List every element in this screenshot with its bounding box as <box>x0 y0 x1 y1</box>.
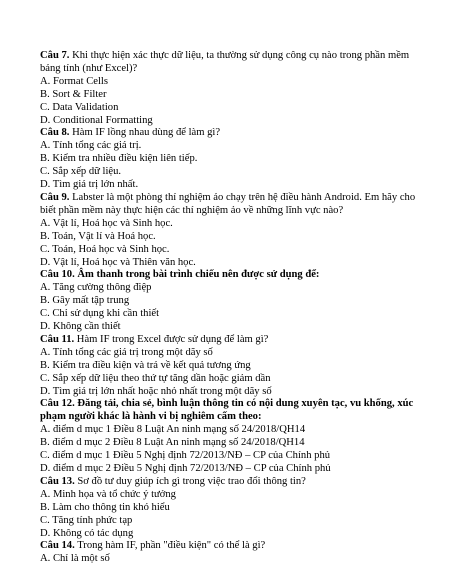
answer-option: D. điểm d mục 2 Điều 5 Nghị định 72/2013/NĐ – CP của Chính phủ <box>40 463 331 474</box>
answer-option: B. điểm d mục 2 Điều 8 Luật An ninh mạng số 24/2018/QH14 <box>40 437 305 449</box>
answer-option: D. Không cần thiết <box>40 321 121 333</box>
question-label: Câu 12. <box>40 398 75 410</box>
question-stem <box>40 50 420 76</box>
answer-option: A. điểm d mục 1 Điều 8 Luật An ninh mạng số 24/2018/QH14 <box>40 424 306 436</box>
question-text: Trong hàm IF, phần "điều kiện" có thể là gì? <box>74 540 266 552</box>
question-stem <box>40 127 420 140</box>
answer-option: B. Kiểm tra nhiều điều kiện liên tiếp. <box>40 153 198 165</box>
question-label: Câu 11. <box>40 333 75 345</box>
question-text: Âm thanh trong bài trình chiếu nên được sử dụng để: <box>74 269 320 281</box>
question-label: Câu 13. <box>40 475 75 487</box>
question-text: Khi thực hiện xác thực dữ liệu, ta thường sử dụng công cụ nào trong phần mềm bảng tính (như Excel)? <box>40 50 410 74</box>
answer-option: D. Không có tác dụng <box>40 527 134 539</box>
answer-option: C. Sắp xếp dữ liệu theo thứ tự tăng dần hoặc giảm dần <box>40 372 271 384</box>
answer-option: C. Chỉ sử dụng khi cần thiết <box>40 308 160 320</box>
question-stem <box>40 192 420 218</box>
answer-option: D. Tìm giá trị lớn nhất hoặc nhỏ nhất trong một dãy số <box>40 385 272 397</box>
question-label: Câu 9. <box>40 191 70 203</box>
answer-option: A. Minh họa và tổ chức ý tưởng <box>40 488 176 500</box>
question-stem <box>40 540 420 553</box>
question-label: Câu 7. <box>40 50 70 61</box>
answer-option: B. Toán, Vật lí và Hoá học. <box>40 230 156 242</box>
answer-option: C. Tăng tính phức tạp <box>40 514 133 526</box>
question-text: Hàm IF lồng nhau dùng để làm gì? <box>69 127 221 139</box>
answer-option: A. Format Cells <box>40 75 108 87</box>
answer-option: B. Làm cho thông tin khó hiểu <box>40 501 170 513</box>
question-stem <box>40 398 420 424</box>
answer-option: A. Tính tổng các giá trị trong một dãy số <box>40 346 213 358</box>
question-stem <box>40 334 420 347</box>
answer-option: D. Tìm giá trị lớn nhất. <box>40 179 139 191</box>
question-label: Câu 14. <box>40 540 75 552</box>
answer-option: D. Conditional Formatting <box>40 114 153 126</box>
answer-option: A. Tăng cường thông điệp <box>40 282 152 294</box>
answer-option: A. Tính tổng các giá trị. <box>40 140 142 152</box>
question-text: Đăng tải, chia sẻ, bình luận thông tin có nội dung xuyên tạc, vu khống, xúc phạm người khác là hành vi bị nghiêm cấm theo: <box>40 398 414 423</box>
document-page <box>40 50 420 566</box>
answer-option: D. Vật lí, Hoá học và Thiên văn học. <box>40 256 196 268</box>
question-text: Labster là một phòng thí nghiệm ảo chạy trên hệ điều hành Android. Em hãy cho biết phần mềm này thực hiện các thí nghiệm ảo về những lĩnh vực nào? <box>40 191 416 216</box>
answer-option: C. Data Validation <box>40 101 119 113</box>
answer-option: C. điểm d mục 1 Điều 5 Nghị định 72/2013/NĐ – CP của Chính phủ <box>40 450 331 462</box>
question-text: Sơ đồ tư duy giúp ích gì trong việc trao đổi thông tin? <box>74 475 306 487</box>
question-label: Câu 8. <box>40 127 70 139</box>
answer-option: A. Chỉ là một số <box>40 553 110 565</box>
question-stem <box>40 476 420 489</box>
question-stem <box>40 269 420 282</box>
answer-option: A. Vật lí, Hoá học và Sinh học. <box>40 217 173 229</box>
answer-option: B. Gây mất tập trung <box>40 295 130 307</box>
answer-option: C. Sắp xếp dữ liệu. <box>40 166 122 178</box>
answer-option: B. Sort & Filter <box>40 88 107 100</box>
answer-option: C. Toán, Hoá học và Sinh học. <box>40 243 170 255</box>
question-label: Câu 10. <box>40 269 75 281</box>
question-text: Hàm IF trong Excel được sử dụng để làm gì? <box>74 333 269 345</box>
answer-option: B. Kiểm tra điều kiện và trả về kết quả tương ứng <box>40 359 251 371</box>
